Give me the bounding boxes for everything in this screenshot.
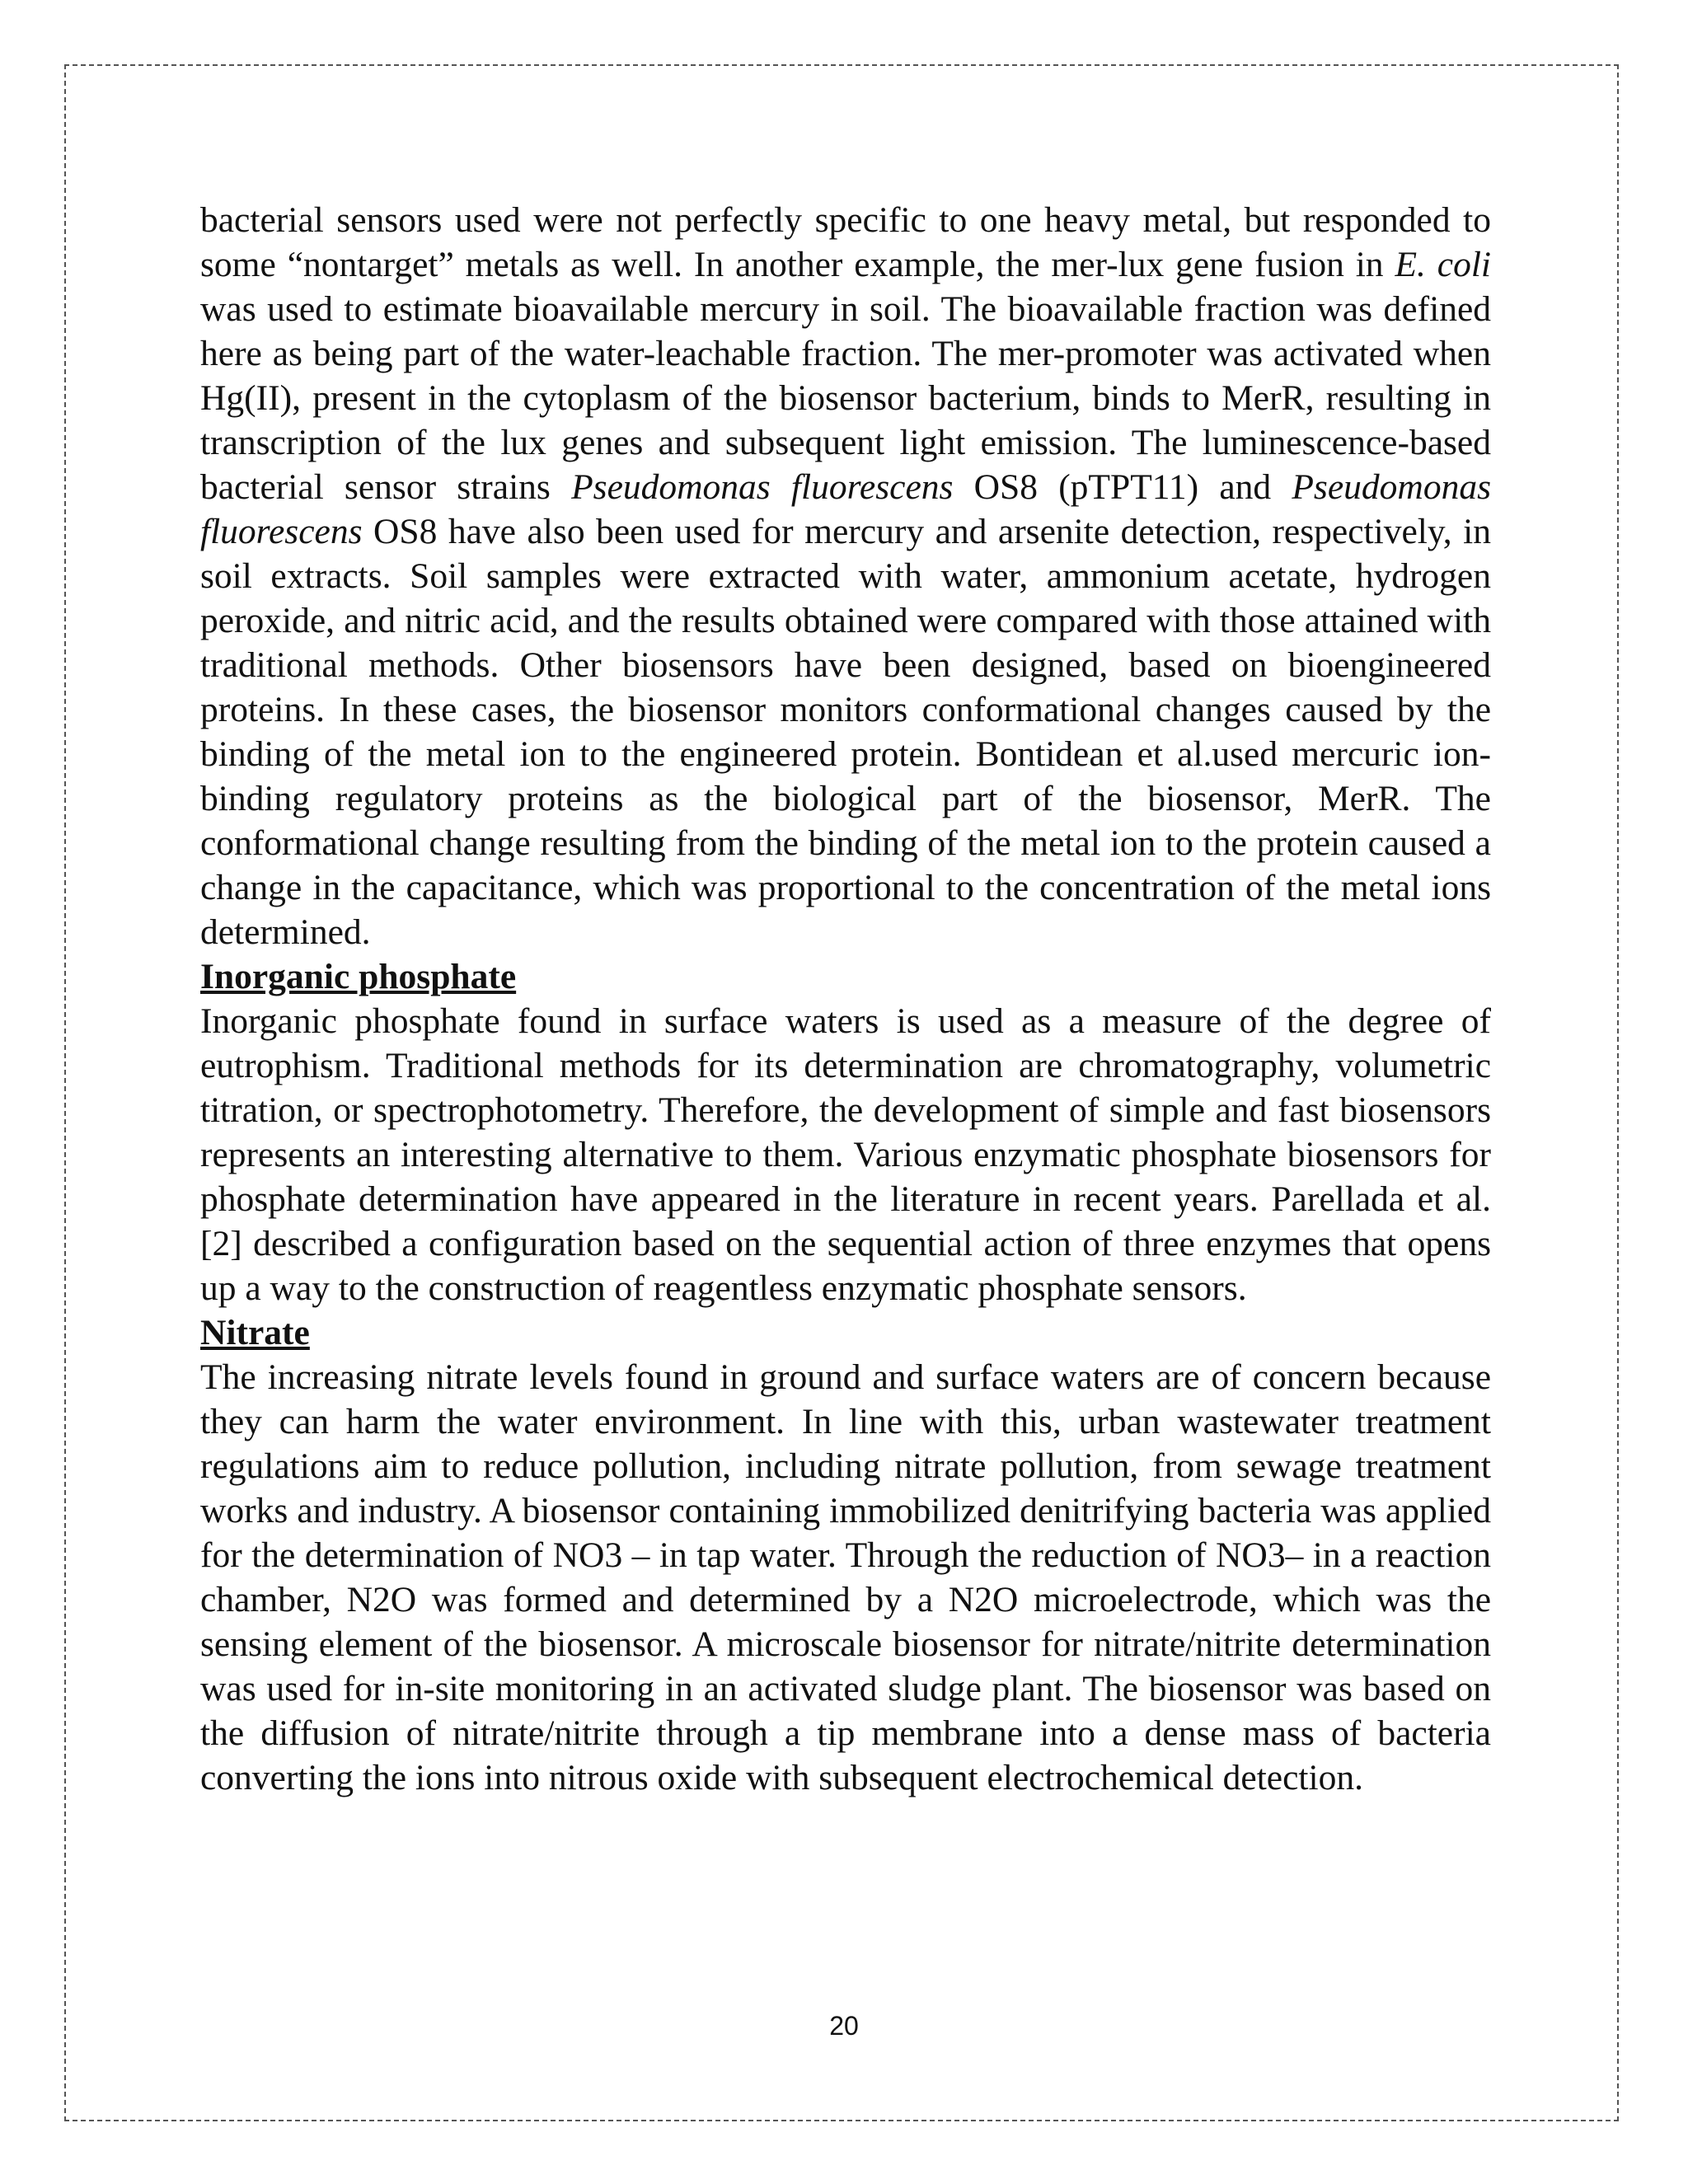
paragraph-text: bacterial sensors used were not perfectly specific to one heavy metal, but responded to some “nontarget” metals as well. In another example, the mer-lux gene fusion in bbox=[200, 200, 1491, 284]
species-name: Pseudomonas fluorescens bbox=[571, 467, 954, 507]
section-heading-nitrate: Nitrate bbox=[200, 1313, 310, 1352]
species-name: E. coli bbox=[1395, 245, 1491, 284]
paragraph-text: OS8 have also been used for mercury and arsenite detection, respectively, in soil extracts. Soil samples were extracted with water, ammonium acetate, hydrogen peroxide, and nitric acid, and the results obtained were compared with those attained with traditional methods. Other biosensors have been designed, based on bioengineered proteins. In these cases, the biosensor monitors conformational changes caused by the binding of the metal ion to the engineered protein. Bontidean et al.used mercuric ion-binding regulatory proteins as the biological part of the biosensor, MerR. The conformational change resulting from the binding of the metal ion to the protein caused a change in the capacitance, which was proportional to the concentration of the metal ions determined. bbox=[200, 512, 1491, 952]
section-heading-inorganic-phosphate: Inorganic phosphate bbox=[200, 957, 517, 996]
paragraph-heavy-metal-biosensors bbox=[200, 198, 1491, 954]
paragraph-text: OS8 (pTPT11) and bbox=[953, 467, 1292, 507]
species-name: Pseudomonas fluorescens bbox=[200, 467, 1492, 551]
page-number: 20 bbox=[829, 2011, 859, 2041]
page-content bbox=[200, 198, 1491, 1800]
paragraph-inorganic-phosphate: Inorganic phosphate found in surface waters is used as a measure of the degree of eutrophism. Traditional methods for its determination are chromatography, volumetric titration, or spectrophotometry. Therefore, the development of simple and fast biosensors represents an interesting alternative to them. Various enzymatic phosphate biosensors for phosphate determination have appeared in the literature in recent years. Parellada et al. [2] described a configuration based on the sequential action of three enzymes that opens up a way to the construction of reagentless enzymatic phosphate sensors. bbox=[200, 1001, 1491, 1308]
paragraph-nitrate: The increasing nitrate levels found in ground and surface waters are of concern because they can harm the water environment. In line with this, urban wastewater treatment regulations aim to reduce pollution, including nitrate pollution, from sewage treatment works and industry. A biosensor containing immobilized denitrifying bacteria was applied for the determination of NO3 – in tap water. Through the reduction of NO3– in a reaction chamber, N2O was formed and determined by a N2O microelectrode, which was the sensing element of the biosensor. A microscale biosensor for nitrate/nitrite determination was used for in-site monitoring in an activated sludge plant. The biosensor was based on the diffusion of nitrate/nitrite through a tip membrane into a dense mass of bacteria converting the ions into nitrous oxide with subsequent electrochemical detection. bbox=[200, 1357, 1491, 1797]
paragraph-text: was used to estimate bioavailable mercury in soil. The bioavailable fraction was defined here as being part of the water-leachable fraction. The mer-promoter was activated when Hg(II), present in the cytoplasm of the biosensor bacterium, binds to MerR, resulting in transcription of the lux genes and subsequent light emission. The luminescence-based bacterial sensor strains bbox=[200, 289, 1491, 507]
